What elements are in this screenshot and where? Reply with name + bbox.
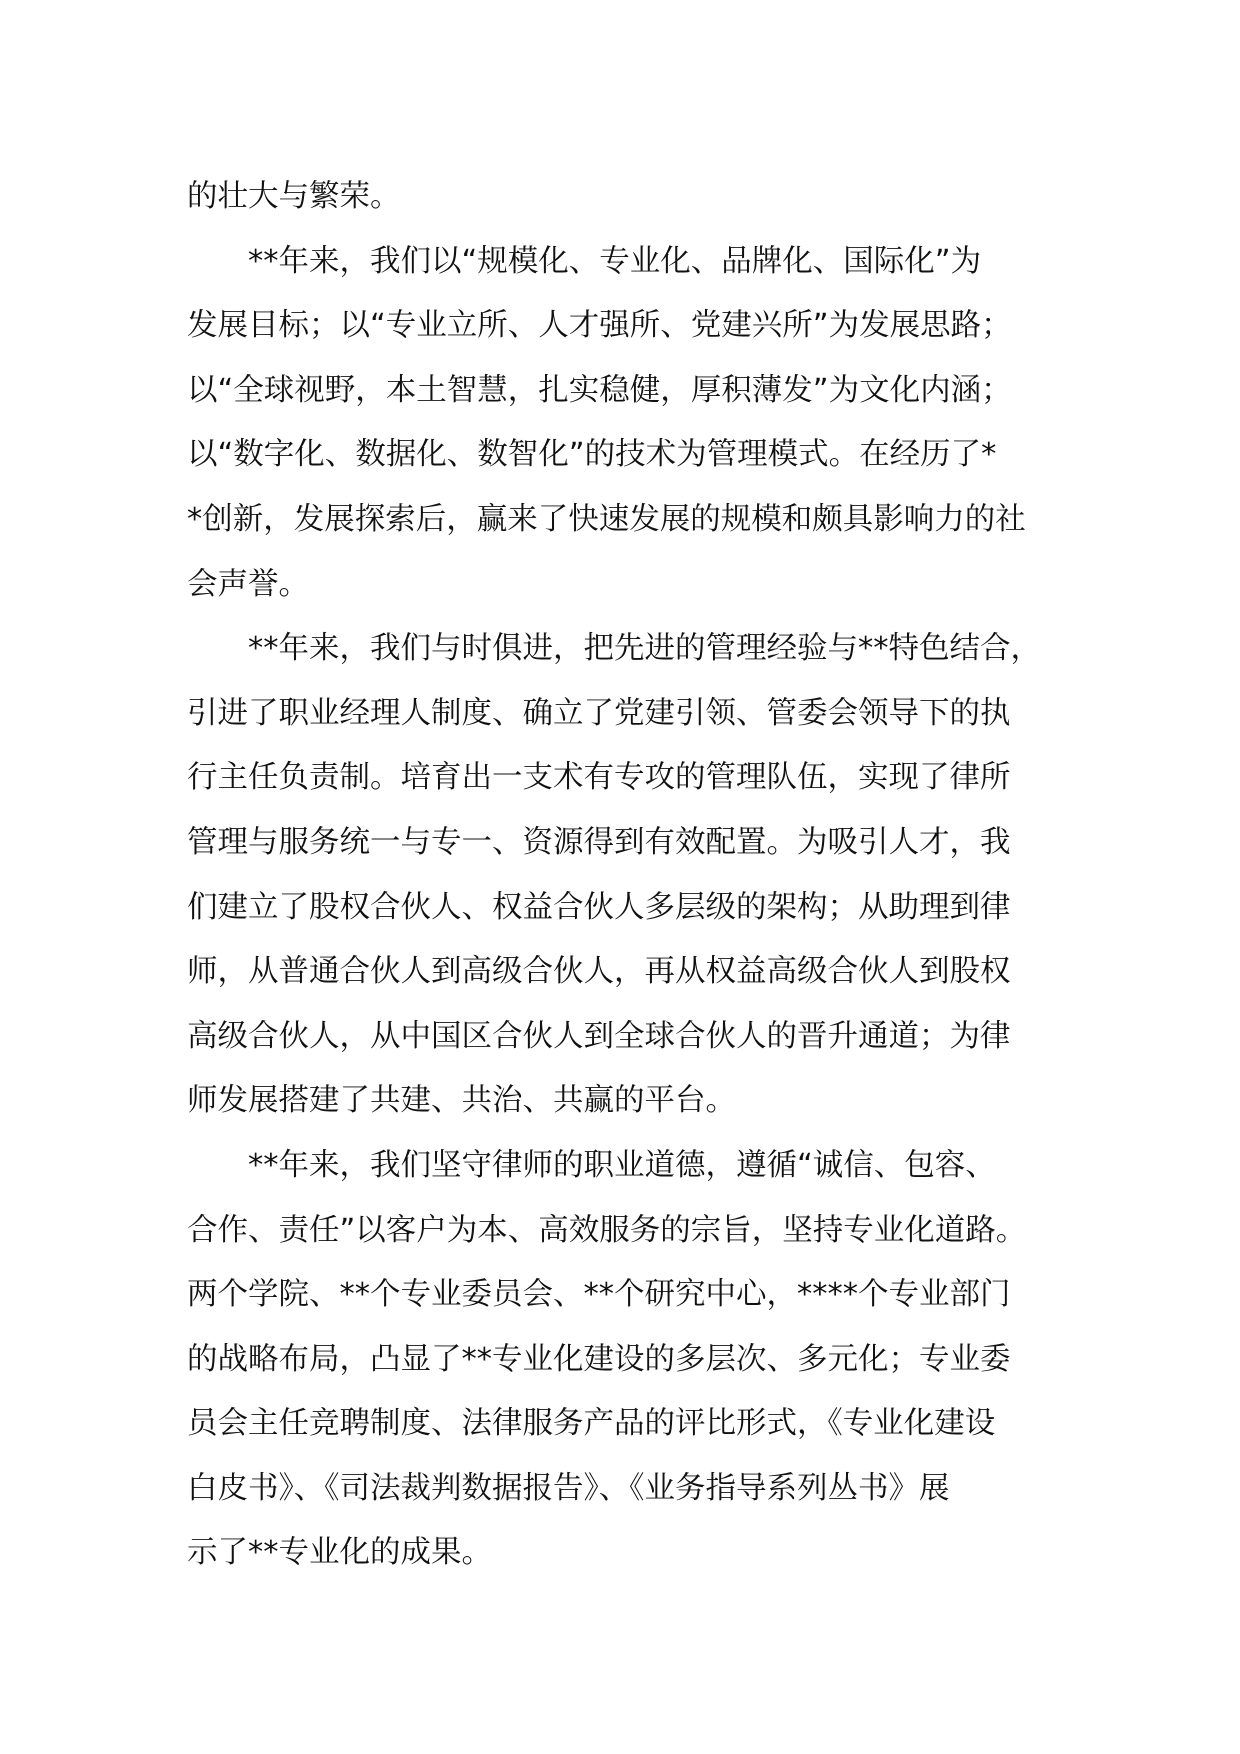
text-line: 员会主任竞聘制度、法律服务产品的评比形式，《专业化建设 bbox=[187, 1406, 996, 1442]
text-line: 的战略布局，凸显了**专业化建设的多层次、多元化；专业委 bbox=[187, 1341, 1011, 1377]
text-line: 引进了职业经理人制度、确立了党建引领、管委会领导下的执 bbox=[187, 695, 1011, 731]
text-line: 师，从普通合伙人到高级合伙人，再从权益高级合伙人到股权 bbox=[187, 954, 1011, 990]
text-line: 管理与服务统一与专一、资源得到有效配置。为吸引人才，我 bbox=[187, 824, 1011, 860]
body-text bbox=[187, 165, 1087, 1586]
text-line: 行主任负责制。培育出一支术有专攻的管理队伍，实现了律所 bbox=[187, 760, 1011, 796]
text-line: 的壮大与繁荣。 bbox=[187, 179, 401, 214]
text-line: 示了**专业化的成果。 bbox=[187, 1535, 492, 1571]
text-line: 合作、责任”以客户为本、高效服务的宗旨，坚持专业化道路。 bbox=[187, 1212, 1027, 1248]
text-line: 高级合伙人，从中国区合伙人到全球合伙人的晋升通道；为律 bbox=[187, 1018, 1011, 1054]
text-line: **年来，我们坚守律师的职业道德，遵循“诚信、包容、 bbox=[248, 1147, 996, 1183]
text-line: 们建立了股权合伙人、权益合伙人多层级的架构；从助理到律 bbox=[187, 889, 1011, 925]
text-line: *创新，发展探索后，赢来了快速发展的规模和颇具影响力的社 bbox=[187, 501, 1026, 537]
text-line: 两个学院、**个专业委员会、**个研究中心，****个专业部门 bbox=[187, 1277, 1011, 1313]
text-line: 以“数字化、数据化、数智化”的技术为管理模式。在经历了* bbox=[187, 437, 997, 473]
text-line: 以“全球视野，本土智慧，扎实稳健，厚积薄发”为文化内涵； bbox=[187, 372, 1012, 408]
text-line: 师发展搭建了共建、共治、共赢的平台。 bbox=[187, 1083, 736, 1119]
text-line: **年来，我们以“规模化、专业化、品牌化、国际化”为 bbox=[248, 243, 982, 279]
text-line: 会声誉。 bbox=[187, 566, 309, 602]
text-line: **年来，我们与时俱进，把先进的管理经验与**特色结合， bbox=[248, 631, 1041, 667]
text-line: 白皮书》、《司法裁判数据报告》、《业务指导系列丛书》展 bbox=[187, 1470, 950, 1506]
text-line: 发展目标；以“专业立所、人才强所、党建兴所”为发展思路； bbox=[187, 308, 1012, 344]
